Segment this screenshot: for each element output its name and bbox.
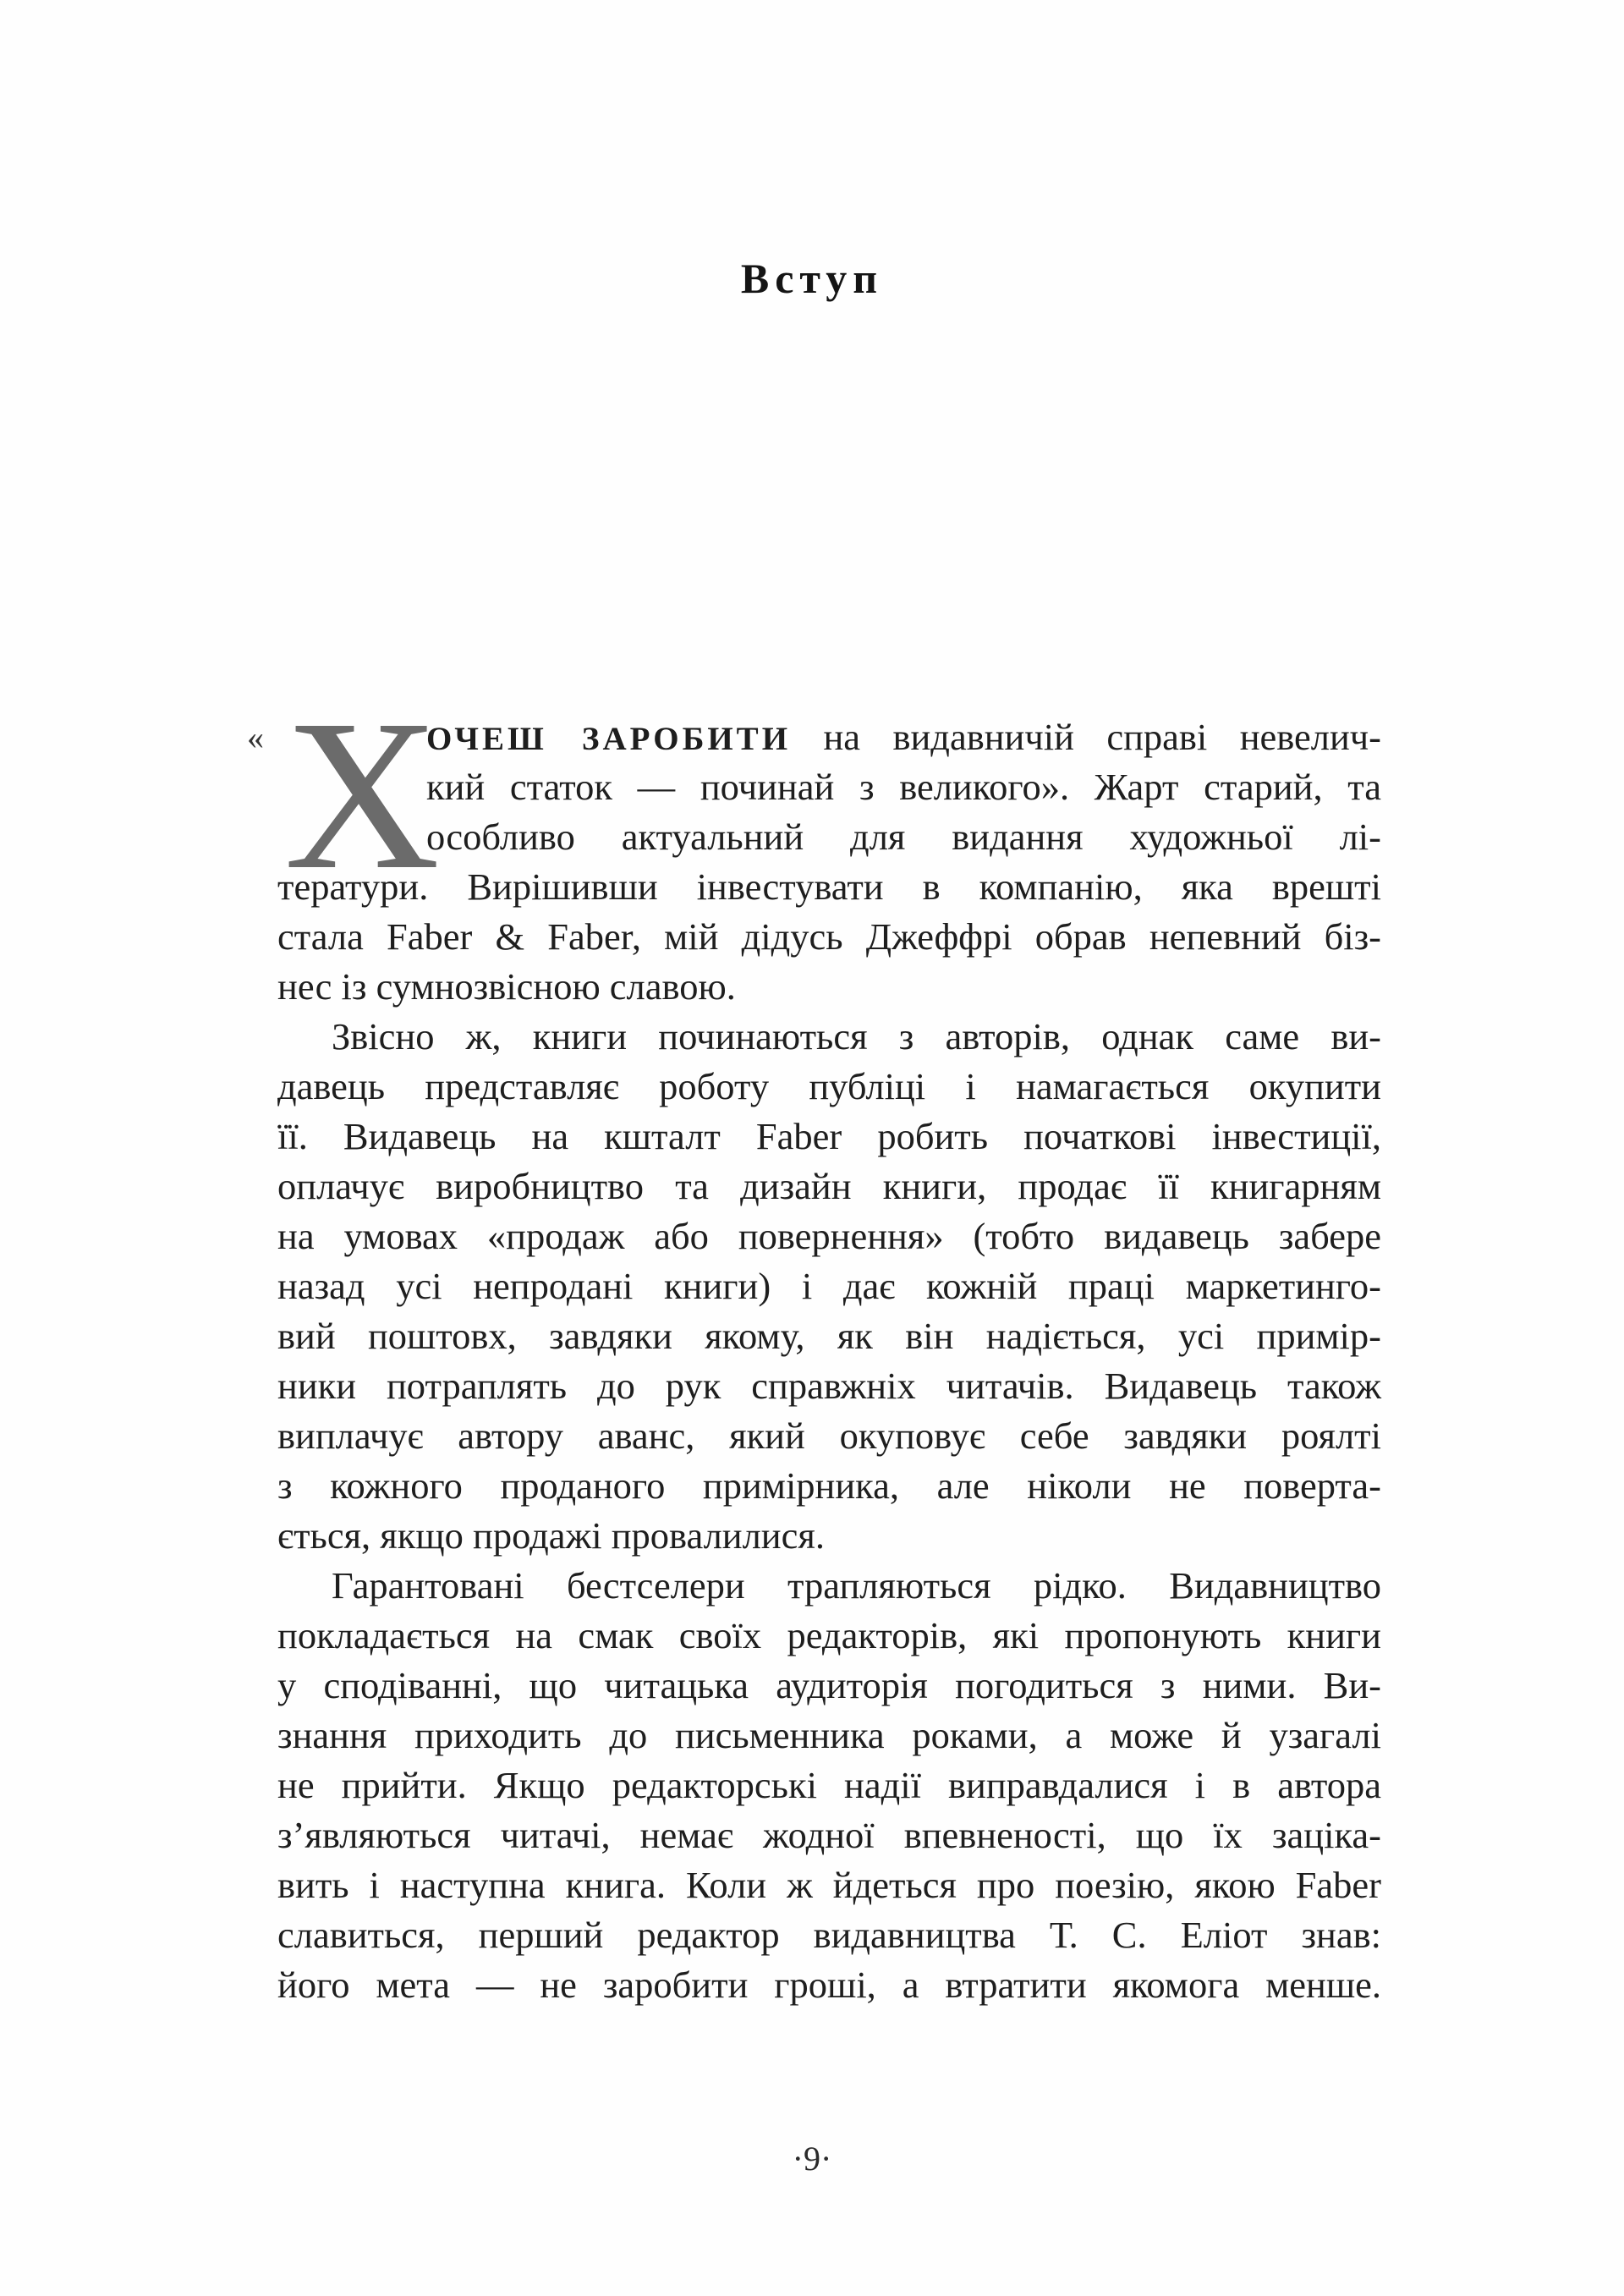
text-line: вить і наступна книга. Коли ж йдеться про поезію, якою Faber [277, 1864, 1381, 1906]
drop-cap-letter: Х [284, 676, 441, 915]
text-line: нес із сумнозвісною славою. [277, 965, 736, 1008]
text-line: кий статок — починай з великого». Жарт старий, та [426, 766, 1381, 808]
paragraph-start-line: Гарантовані бестселери трапляються рідко. Видавництво [332, 1564, 1381, 1607]
text-line: з кожного проданого примірника, але ніколи не поверта- [277, 1464, 1381, 1507]
text-line: покладається на смак своїх редакторів, які пропонують книги [277, 1614, 1381, 1656]
text-line: особливо актуальний для видання художньої лі- [426, 816, 1381, 858]
text-line: її. Видавець на кшталт Faber робить початкові інвестиції, [277, 1115, 1381, 1157]
lead-in-smallcaps: ОЧЕШ ЗАРОБИТИ [426, 721, 792, 757]
text-line: на умовах «продаж або повернення» (тобто видавець забере [277, 1215, 1381, 1257]
paragraph-start-line: Звісно ж, книги починаються з авторів, однак саме ви- [332, 1015, 1381, 1057]
opening-quote-mark: « [247, 718, 264, 756]
text-line: виплачує автору аванс, який окуповує себе завдяки роялті [277, 1414, 1381, 1457]
text-line: давець представляє роботу публіці і намагається окупити [277, 1065, 1381, 1107]
text-line: у сподіванні, що читацька аудиторія погодиться з ними. Ви- [277, 1664, 1381, 1706]
text-line: з’являються читачі, немає жодної впевненості, що їх заціка- [277, 1814, 1381, 1856]
text-line: ОЧЕШ ЗАРОБИТИ на видавничій справі невелич- [426, 716, 1381, 758]
body-text [277, 676, 1381, 2010]
page-number: ·9· [792, 2139, 832, 2178]
text-line: оплачує виробництво та дизайн книги, продає її книгарням [277, 1165, 1381, 1207]
text-line: тератури. Вирішивши інвестувати в компанію, яка врешті [277, 865, 1381, 908]
text-line: назад усі непродані книги) і дає кожній праці маркетинго- [277, 1265, 1381, 1307]
text-line: вий поштовх, завдяки якому, як він надіється, усі примір- [277, 1315, 1381, 1357]
text-line: ники потраплять до рук справжніх читачів. Видавець також [277, 1365, 1381, 1407]
text-line: знання приходить до письменника роками, а може й узагалі [277, 1714, 1381, 1756]
text-line: не прийти. Якщо редакторські надії виправдалися і в автора [277, 1764, 1381, 1806]
text-line: стала Faber & Faber, мій дідусь Джеффрі обрав непевний біз- [277, 915, 1381, 958]
text-line: славиться, перший редактор видавництва Т. С. Еліот знав: [277, 1914, 1381, 1956]
text-line: ється, якщо продажі провалилися. [277, 1514, 825, 1557]
text-line: його мета — не заробити гроші, а втратити якомога менше. [277, 1964, 1381, 2006]
chapter-title: Вступ [740, 255, 884, 302]
